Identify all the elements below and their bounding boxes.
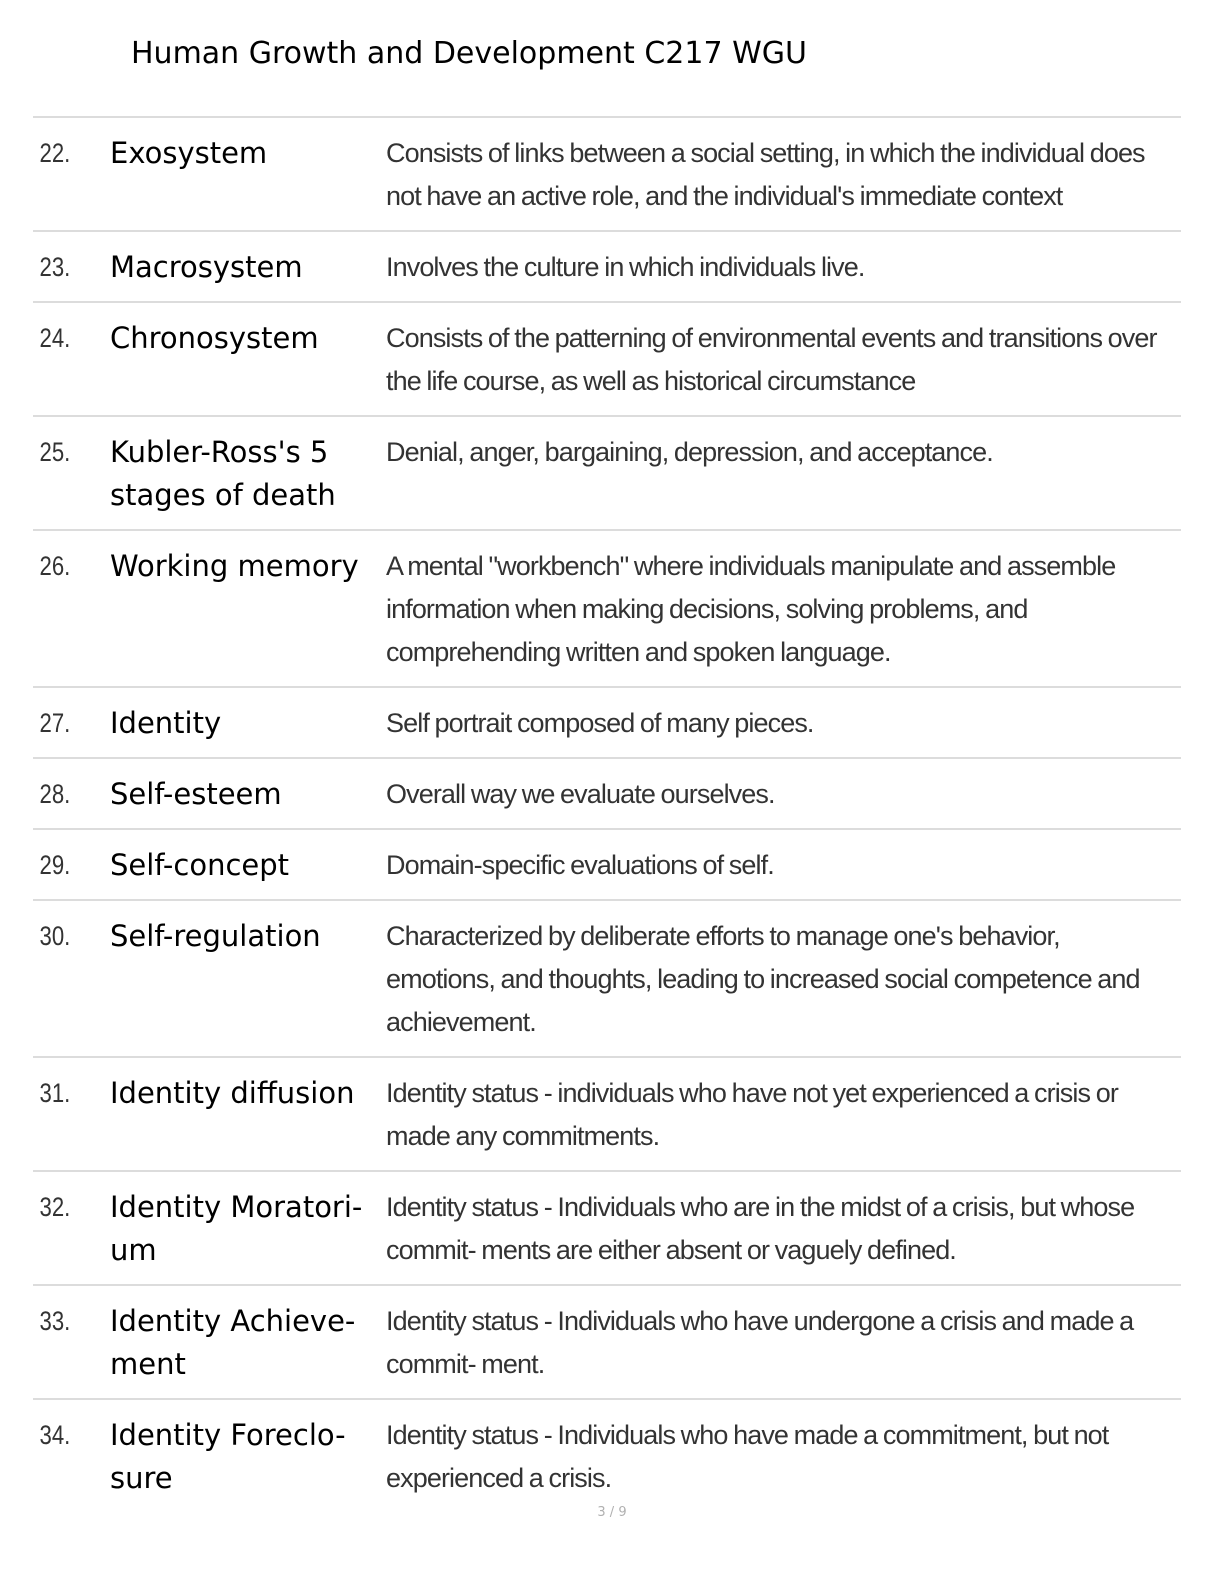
card-definition: Domain-specific evaluations of self. [386, 850, 774, 880]
card-number: 26. [39, 551, 71, 581]
flashcard-row [33, 1172, 1181, 1286]
flashcard-row [33, 759, 1181, 830]
flashcard-row [33, 417, 1181, 531]
card-term: Identity Achieve- ment [110, 1304, 356, 1381]
flashcard-row [33, 232, 1181, 303]
card-term: Self-regulation [110, 919, 321, 953]
card-term: Identity Moratori- um [110, 1190, 363, 1267]
card-number: 29. [39, 850, 71, 880]
card-definition: Denial, anger, bargaining, depression, and acceptance. [386, 437, 993, 467]
card-definition: Identity status - Individuals who are in the midst of a crisis, but whose commit- ments are either absent or vaguely defined. [386, 1192, 1135, 1265]
card-definition: Self portrait composed of many pieces. [386, 708, 814, 738]
flashcard-row [33, 531, 1181, 688]
card-definition: Involves the culture in which individuals live. [386, 252, 865, 282]
flashcard-row [33, 688, 1181, 759]
card-definition: Identity status - Individuals who have made a commitment, but not experienced a crisis. [386, 1420, 1109, 1493]
card-number: 28. [39, 779, 71, 809]
flashcard-row [33, 303, 1181, 417]
card-term: Self-esteem [110, 777, 282, 811]
card-term: Identity diffusion [110, 1076, 355, 1110]
flashcard-row [33, 901, 1181, 1058]
card-number: 31. [39, 1078, 71, 1108]
flashcard-row [33, 1286, 1181, 1400]
card-definition: Consists of the patterning of environmental events and transitions over the life course, as well as historical circumstance [386, 323, 1157, 396]
card-number: 33. [39, 1306, 71, 1336]
flashcard-list [33, 116, 1181, 1512]
card-definition: A mental "workbench" where individuals manipulate and assemble information when making decisions, solving problems, and comprehending written and spoken language. [386, 551, 1116, 667]
card-term: Kubler-Ross's 5 stages of death [110, 435, 336, 512]
flashcard-row [33, 1058, 1181, 1172]
card-number: 23. [39, 252, 71, 282]
card-number: 24. [39, 323, 71, 353]
card-definition: Consists of links between a social setting, in which the individual does not have an active role, and the individual's immediate context [386, 138, 1145, 211]
card-number: 27. [39, 708, 71, 738]
card-number: 30. [39, 921, 71, 951]
page-number: 3 / 9 [597, 1505, 627, 1520]
card-term: Chronosystem [110, 321, 319, 355]
card-term: Working memory [110, 549, 359, 583]
card-definition: Characterized by deliberate efforts to manage one's behavior, emotions, and thoughts, leading to increased social competence and achievement. [386, 921, 1140, 1037]
page-title: Human Growth and Development C217 WGU [131, 36, 807, 71]
card-term: Self-concept [110, 848, 290, 882]
card-number: 32. [39, 1192, 71, 1222]
flashcard-row [33, 1400, 1181, 1512]
card-definition: Identity status - Individuals who have undergone a crisis and made a commit- ment. [386, 1306, 1134, 1379]
flashcard-row [33, 118, 1181, 232]
card-term: Macrosystem [110, 250, 303, 284]
card-term: Exosystem [110, 136, 268, 170]
card-definition: Identity status - individuals who have not yet experienced a crisis or made any commitments. [386, 1078, 1118, 1151]
flashcard-row [33, 830, 1181, 901]
card-term: Identity Foreclo- sure [110, 1418, 346, 1495]
card-number: 22. [39, 138, 71, 168]
card-definition: Overall way we evaluate ourselves. [386, 779, 775, 809]
card-number: 25. [39, 437, 71, 467]
card-number: 34. [39, 1420, 71, 1450]
card-term: Identity [110, 706, 222, 740]
